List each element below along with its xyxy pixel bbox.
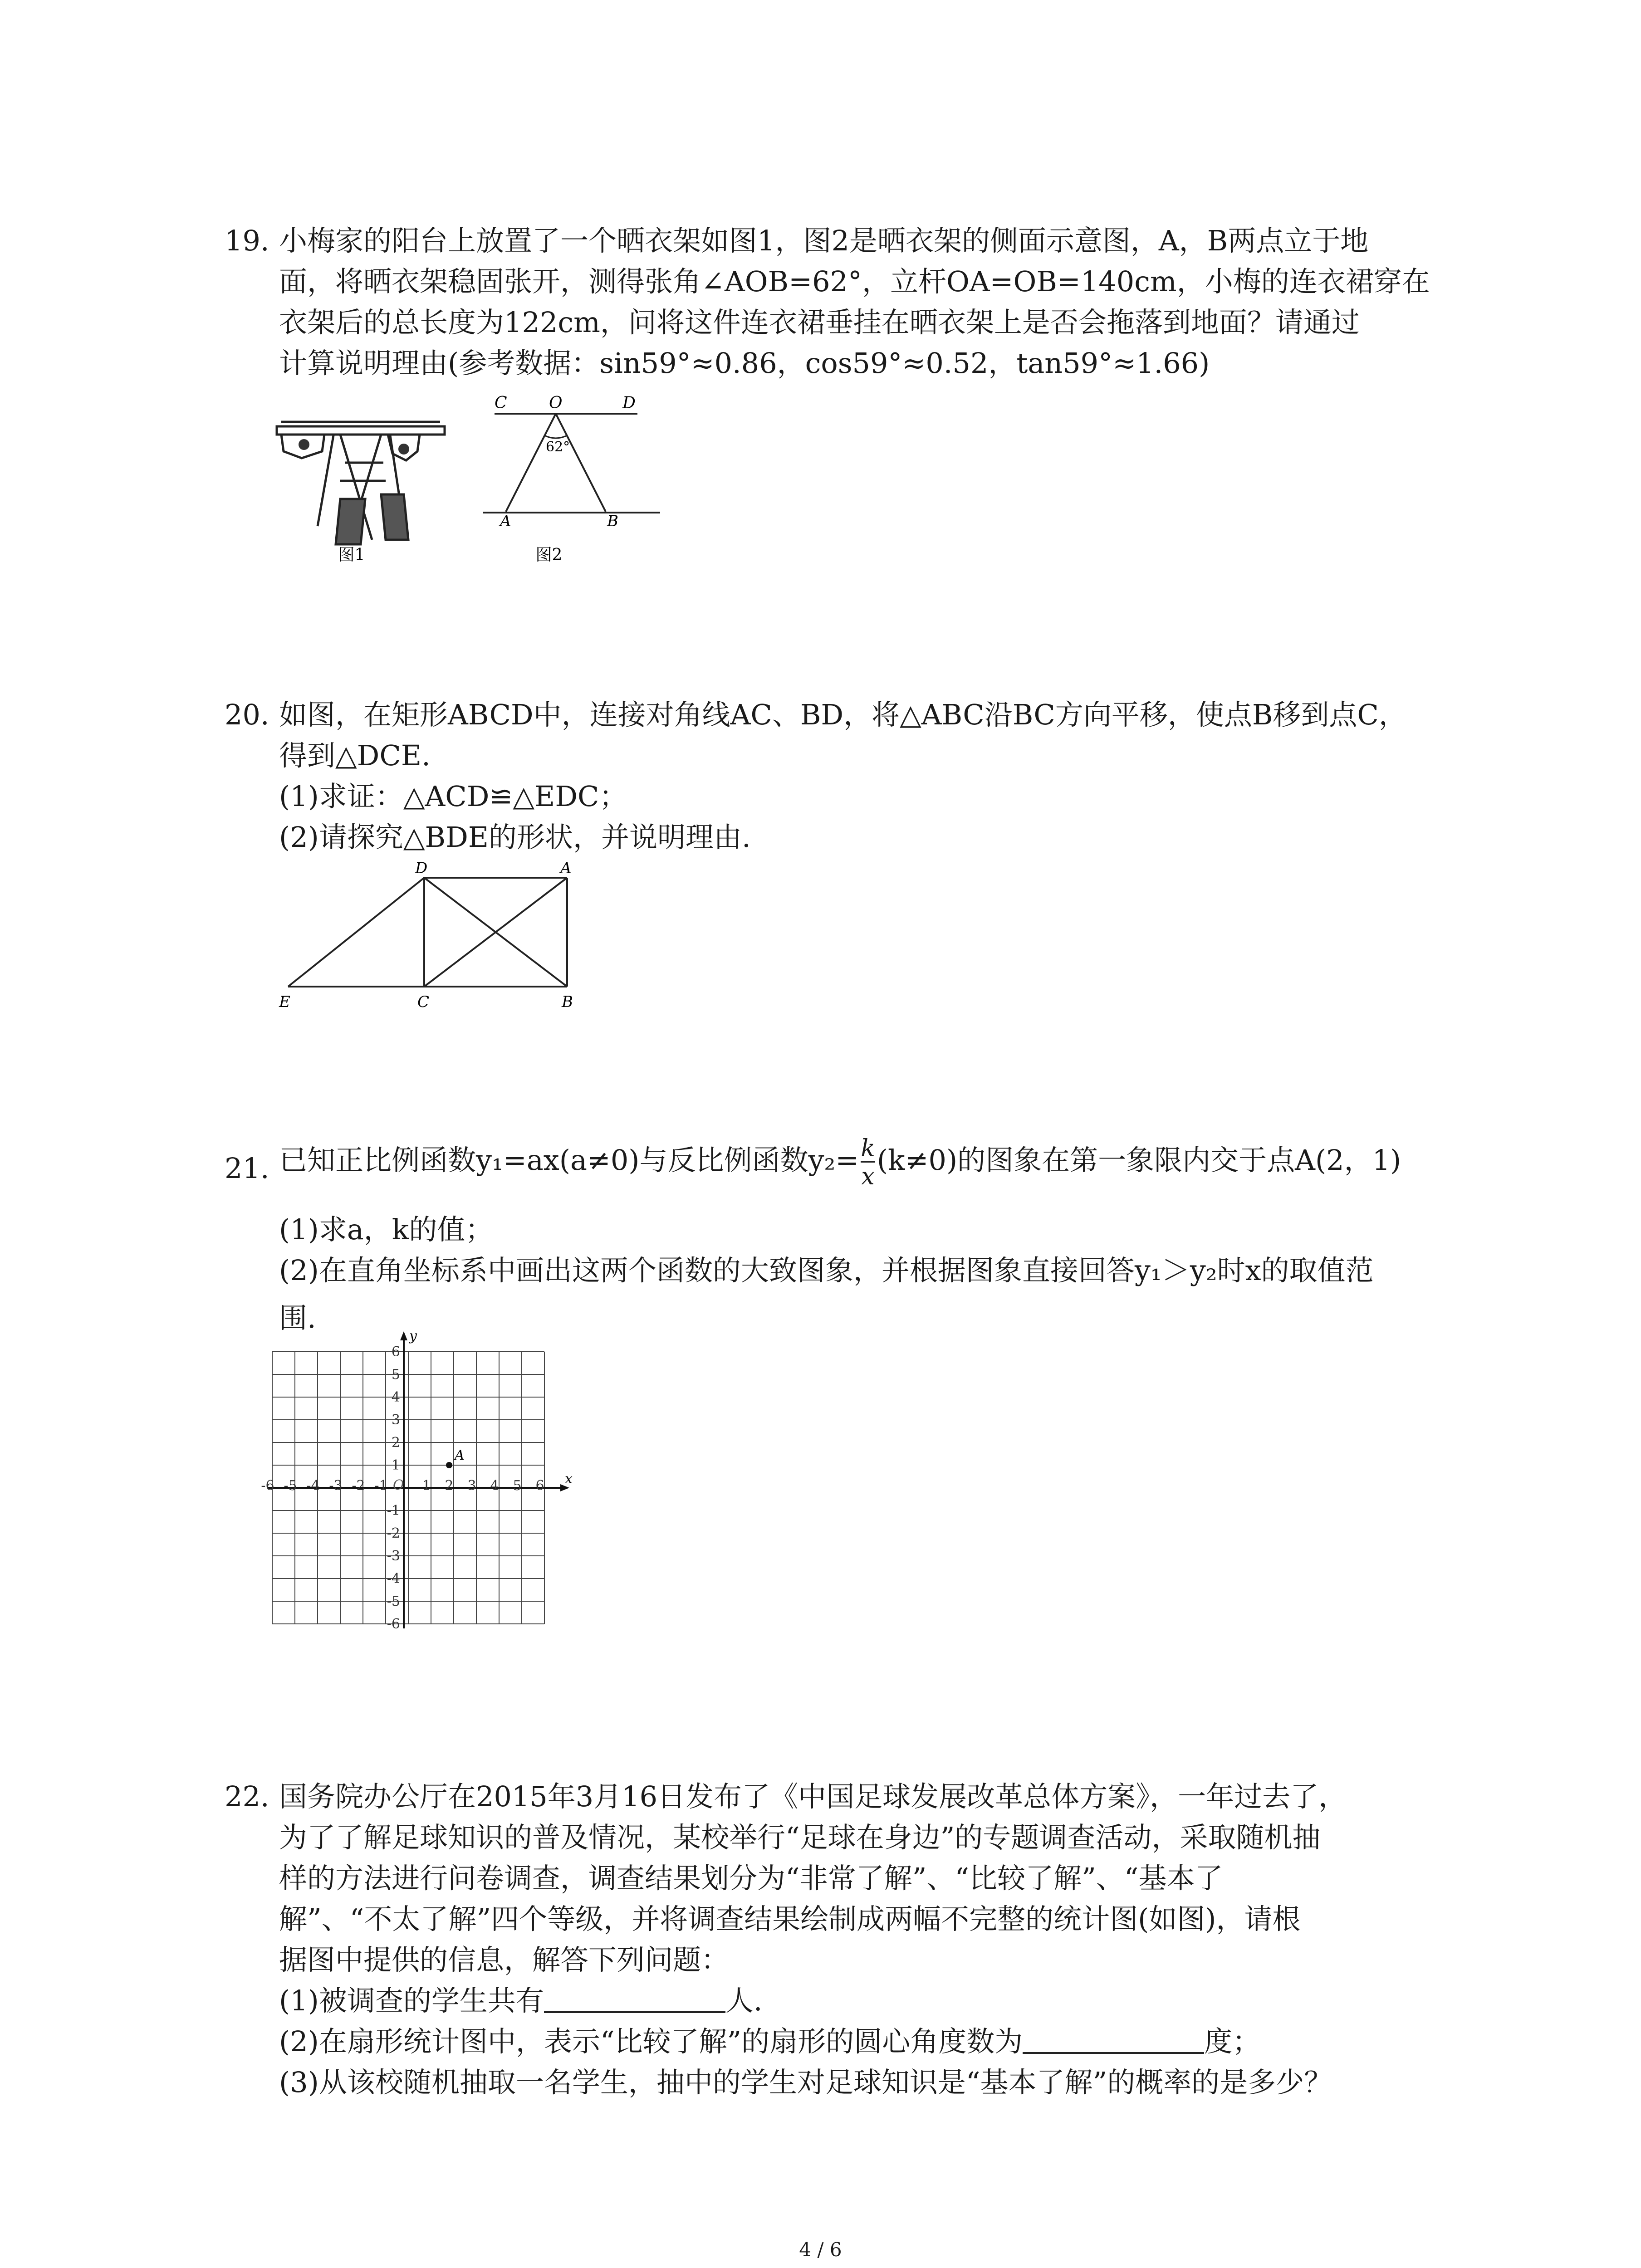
- q20-line-1: 如图，在矩形ABCD中，连接对角线AC、BD，将△ABC沿BC方向平移，使点B移到点C，: [279, 698, 1407, 731]
- q22-answer-blank-1[interactable]: [544, 1989, 725, 2013]
- q19-line-1: 小梅家的阳台上放置了一个晒衣架如图1，图2是晒衣架的侧面示意图，A，B两点立于地: [279, 224, 1369, 257]
- q22-part-2-a: (2)在扇形统计图中，表示“比较了解”的扇形的圆心角度数为: [279, 2025, 1023, 2058]
- q19-line-4: 计算说明理由(参考数据：sin59°≈0.86，cos59°≈0.52，tan59°≈1.66): [279, 347, 1210, 380]
- y-tick-label: 6: [391, 1344, 400, 1360]
- q20-part-1: (1)求证：△ACD≌△EDC；: [279, 780, 627, 813]
- q22-line-2: 为了了解足球知识的普及情况，某校举行“足球在身边”的专题调查活动，采取随机抽: [279, 1821, 1321, 1854]
- point-a-label: A: [455, 1447, 465, 1463]
- q22-answer-blank-2[interactable]: [1023, 2029, 1204, 2054]
- q22-part-2-b: 度；: [1204, 2025, 1261, 2058]
- y-tick-label: 5: [391, 1367, 400, 1383]
- q19-line-2: 面，将晒衣架稳固张开，测得张角∠AOB=62°，立杆OA=OB=140cm，小梅的连衣裙穿在: [279, 265, 1430, 298]
- y-tick-label: -3: [387, 1548, 400, 1564]
- fig2-angle-arc: [544, 435, 567, 438]
- x-tick-label: 2: [445, 1478, 454, 1494]
- x-tick-label: 3: [467, 1478, 476, 1494]
- q21-line-1-b: (k≠0)的图象在第一象限内交于点A(2，1): [877, 1144, 1401, 1177]
- q22-line-5: 据图中提供的信息，解答下列问题：: [279, 1943, 730, 1976]
- q22-part-1: [279, 1984, 763, 2017]
- x-tick-label: 4: [490, 1478, 499, 1494]
- q21-part-2: (2)在直角坐标系中画出这两个函数的大致图象，并根据图象直接回答y₁＞y₂时x的取值范: [279, 1254, 1374, 1287]
- y-tick-label: -5: [387, 1593, 400, 1609]
- fig2-label-a: A: [500, 512, 511, 530]
- q21-fraction: [861, 1136, 875, 1189]
- origin-label: O: [393, 1477, 404, 1493]
- q20-part-2: (2)请探究△BDE的形状，并说明理由.: [279, 821, 751, 854]
- q22-part-1-a: (1)被调查的学生共有: [279, 1984, 544, 2017]
- q21-frac-den: x: [861, 1161, 875, 1189]
- y-tick-label: -6: [387, 1616, 400, 1632]
- q19-figure-1: [272, 408, 454, 562]
- q19-fig2-caption: 图2: [535, 546, 563, 564]
- q20-label-e: E: [279, 993, 290, 1011]
- page-number: 4 / 6: [799, 2239, 842, 2261]
- x-tick-label: -4: [306, 1478, 320, 1494]
- point-a-marker: [446, 1462, 452, 1468]
- q22-number: 22.: [225, 1780, 269, 1813]
- q21-number: 21.: [225, 1152, 269, 1185]
- fig2-label-d: D: [622, 394, 636, 412]
- y-axis-label: y: [409, 1328, 417, 1344]
- x-tick-label: -6: [261, 1478, 274, 1494]
- x-tick-label: -1: [374, 1478, 388, 1494]
- q20-figure: [268, 860, 594, 1014]
- y-axis-arrow: [400, 1331, 407, 1340]
- q22-line-3: 样的方法进行问卷调查，调查结果划分为“非常了解”、“比较了解”、“基本了: [279, 1862, 1223, 1895]
- q20-line-2: 得到△DCE.: [279, 739, 431, 772]
- q22-part-1-b: 人.: [725, 1984, 763, 2017]
- fig2-label-b: B: [607, 512, 618, 530]
- y-tick-label: 4: [391, 1389, 400, 1405]
- x-tick-label: -2: [352, 1478, 365, 1494]
- q19-line-3: 衣架后的总长度为122cm，问将这件连衣裙垂挂在晒衣架上是否会拖落到地面？请通过: [279, 306, 1360, 339]
- q19-fig1-caption: 图1: [338, 546, 365, 564]
- x-axis-label: x: [565, 1471, 573, 1487]
- q19-figure-2: [481, 390, 671, 562]
- q22-part-3: (3)从该校随机抽取一名学生，抽中的学生对足球知识是“基本了解”的概率的是多少？: [279, 2066, 1332, 2099]
- q22-line-1: 国务院办公厅在2015年3月16日发布了《中国足球发展改革总体方案》，一年过去了，: [279, 1780, 1347, 1813]
- q21-part-1: (1)求a，k的值；: [279, 1213, 494, 1246]
- fig2-rod-ob: [556, 414, 606, 512]
- x-tick-label: 5: [513, 1478, 522, 1494]
- q21-coordinate-grid: [261, 1328, 594, 1674]
- q21-part-2-cont: 围.: [279, 1301, 316, 1334]
- q20-label-b: B: [562, 993, 573, 1011]
- x-tick-label: 6: [535, 1478, 544, 1494]
- y-tick-label: 3: [391, 1412, 400, 1428]
- q21-frac-num: k: [861, 1135, 875, 1162]
- y-tick-label: 2: [391, 1435, 400, 1451]
- q20-label-c: C: [417, 993, 430, 1011]
- q21-line-1-a: 已知正比例函数y₁=ax(a≠0)与反比例函数y₂=: [279, 1144, 859, 1177]
- y-tick-label: 1: [391, 1457, 400, 1473]
- q20-label-d: D: [415, 859, 428, 877]
- q22-part-2: [279, 2025, 1261, 2058]
- q22-line-4: 解”、“不太了解”四个等级，并将调查结果绘制成两幅不完整的统计图(如图)，请根: [279, 1902, 1301, 1936]
- fig2-angle-label: 62°: [546, 439, 570, 455]
- q20-number: 20.: [225, 698, 269, 731]
- fig2-label-c: C: [495, 394, 507, 412]
- q21-line-1: [279, 1136, 1401, 1189]
- x-tick-label: -3: [329, 1478, 343, 1494]
- x-tick-label: -5: [284, 1478, 297, 1494]
- q20-label-a: A: [560, 859, 572, 877]
- q19-number: 19.: [225, 224, 269, 257]
- x-tick-label: 1: [422, 1478, 431, 1494]
- fig2-rod-oa: [506, 414, 556, 512]
- y-tick-label: -4: [387, 1571, 400, 1587]
- y-tick-label: -1: [387, 1503, 400, 1519]
- y-tick-label: -2: [387, 1525, 400, 1541]
- fig2-label-o: O: [549, 394, 563, 412]
